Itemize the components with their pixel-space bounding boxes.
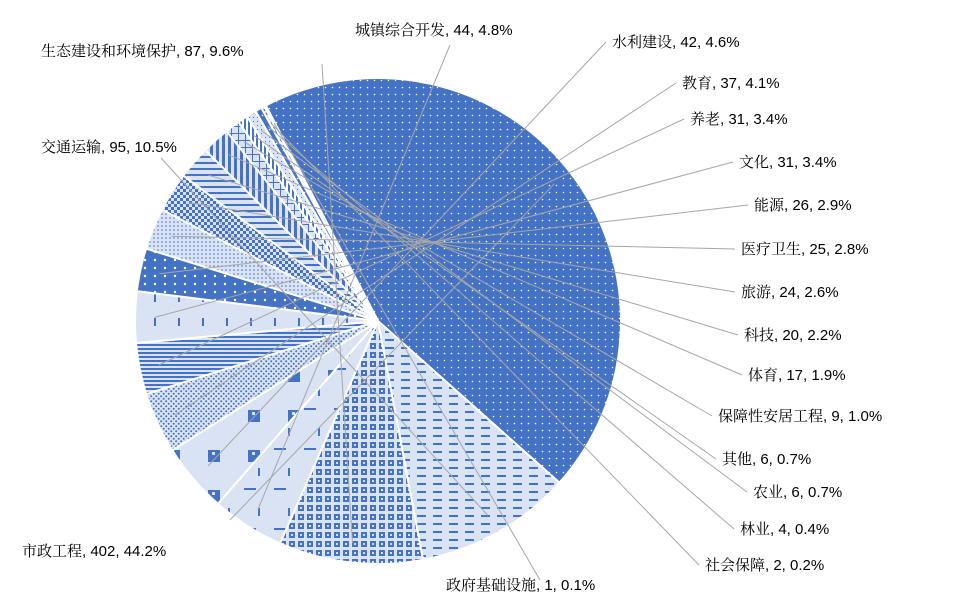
data-label: 体育, 17, 1.9% [748,367,846,384]
pie-slices [135,78,621,564]
data-label: 文化, 31, 3.4% [739,154,837,171]
data-label: 市政工程, 402, 44.2% [22,543,167,560]
data-label: 科技, 20, 2.2% [744,327,842,344]
data-label: 教育, 37, 4.1% [682,75,780,92]
data-label: 水利建设, 42, 4.6% [612,34,740,51]
data-label: 林业, 4, 0.4% [740,521,830,538]
data-label: 生态建设和环境保护, 87, 9.6% [41,43,244,60]
data-label: 保障性安居工程, 9, 1.0% [718,408,883,425]
data-label: 农业, 6, 0.7% [753,484,843,501]
data-label: 交通运输, 95, 10.5% [41,139,177,156]
data-label: 旅游, 24, 2.6% [741,284,839,301]
data-label: 政府基础设施, 1, 0.1% [446,577,596,594]
data-label: 能源, 26, 2.9% [754,197,852,214]
data-label: 社会保障, 2, 0.2% [705,557,825,574]
data-label: 城镇综合开发, 44, 4.8% [355,22,513,39]
data-label: 其他, 6, 0.7% [722,451,812,468]
data-label: 养老, 31, 3.4% [690,111,788,128]
data-label: 医疗卫生, 25, 2.8% [741,241,869,258]
